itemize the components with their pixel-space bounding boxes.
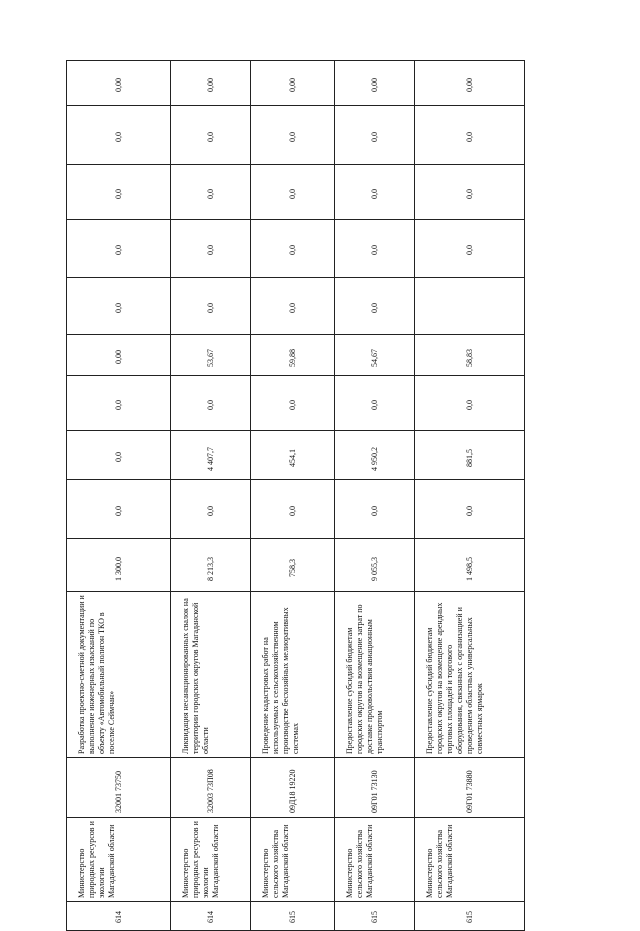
department-code-cell [171, 902, 251, 931]
department-code-text: 615 [288, 911, 297, 923]
value-cell [415, 376, 525, 431]
value-text: 4 950,2 [370, 447, 379, 471]
total-cell [171, 539, 251, 592]
event-description-cell [415, 592, 525, 758]
percent-cell [415, 335, 525, 376]
value-text: 0,0 [370, 303, 379, 313]
total-text: 1 300,0 [114, 557, 123, 581]
value-text: 0,0 [465, 506, 474, 516]
value-cell [335, 165, 415, 220]
value-cell [67, 278, 171, 335]
department-code-text: 614 [206, 911, 215, 923]
table-band-pct [67, 335, 525, 376]
event-description-cell [251, 592, 335, 758]
value-cell [251, 480, 335, 539]
event-description-cell [335, 592, 415, 758]
department-code-text: 615 [465, 911, 474, 923]
value-text: 0,0 [114, 132, 123, 142]
table-band-v2 [67, 431, 525, 480]
value-cell [335, 431, 415, 480]
table-band-v3 [67, 376, 525, 431]
value-cell [415, 165, 525, 220]
value-text: 0,0 [114, 245, 123, 255]
value-cell [415, 220, 525, 278]
table-band-v4 [67, 278, 525, 335]
ministry-text: Министерство сельского хозяйства Магаданской области [261, 824, 290, 898]
value-text: 0,0 [465, 400, 474, 410]
value-text: 0,0 [370, 506, 379, 516]
value-text: 4 407,7 [206, 447, 215, 471]
last-column-cell [415, 61, 525, 106]
last-column-cell [67, 61, 171, 106]
value-cell [67, 220, 171, 278]
budget-table [66, 60, 525, 931]
value-text: 0,0 [288, 506, 297, 516]
last-column-text: 0,00 [465, 78, 474, 92]
table-band-kbk [67, 758, 525, 818]
value-text: 0,0 [114, 452, 123, 462]
value-cell [415, 480, 525, 539]
total-text: 1 498,5 [465, 557, 474, 581]
percent-text: 58,83 [465, 349, 474, 367]
value-text: 0,0 [370, 400, 379, 410]
table-band-v7 [67, 106, 525, 165]
value-text: 0,0 [114, 400, 123, 410]
value-cell [171, 431, 251, 480]
value-cell [415, 278, 525, 335]
value-cell [335, 376, 415, 431]
value-cell [67, 480, 171, 539]
event-description-cell [171, 592, 251, 758]
value-text: 0,0 [288, 245, 297, 255]
value-text: 454,1 [288, 449, 297, 467]
event-description-text: Предоставление субсидий бюджетам городских округов на возмещение арендных торговых площадей и торгового оборудования, связанных с организацией и проведением областных универсальных совместных ярмарок [425, 602, 484, 754]
value-cell [335, 106, 415, 165]
ministry-text: Министерство сельского хозяйства Магаданской области [345, 824, 374, 898]
percent-cell [251, 335, 335, 376]
ministry-cell [171, 818, 251, 902]
value-cell [67, 165, 171, 220]
value-cell [67, 431, 171, 480]
event-description-text: Проведение кадастровых работ на используемых в сельскохозяйственном производстве бесхозяйных мелиоративных системах [261, 607, 300, 754]
value-text: 0,0 [114, 189, 123, 199]
value-text: 0,0 [206, 132, 215, 142]
value-cell [251, 431, 335, 480]
last-column-cell [335, 61, 415, 106]
value-cell [171, 220, 251, 278]
value-cell [335, 278, 415, 335]
value-text: 0,0 [206, 303, 215, 313]
department-code-text: 615 [370, 911, 379, 923]
budget-code-cell [335, 758, 415, 818]
budget-code-text: 32001 73750 [114, 771, 123, 813]
value-cell [171, 376, 251, 431]
table-band-last [67, 61, 525, 106]
department-code-cell [335, 902, 415, 931]
value-cell [335, 480, 415, 539]
percent-text: 59,88 [288, 349, 297, 367]
ministry-cell [335, 818, 415, 902]
total-cell [67, 539, 171, 592]
table-band-v6 [67, 165, 525, 220]
table-band-v5 [67, 220, 525, 278]
value-text: 0,0 [206, 189, 215, 199]
value-cell [171, 278, 251, 335]
budget-code-text: 09Г01 73880 [465, 770, 474, 813]
value-text: 0,0 [206, 506, 215, 516]
table-band-total [67, 539, 525, 592]
value-text: 0,0 [288, 400, 297, 410]
budget-code-cell [415, 758, 525, 818]
department-code-text: 614 [114, 911, 123, 923]
budget-code-cell [171, 758, 251, 818]
value-text: 0,0 [465, 132, 474, 142]
budget-code-cell [67, 758, 171, 818]
value-text: 0,0 [370, 189, 379, 199]
event-description-text: Разработка проектно-сметной документации и выполнение инженерных изысканий по объекту «Автомобильный полигон ТКО в поселке Сеймчан» [77, 595, 116, 754]
department-code-cell [67, 902, 171, 931]
last-column-text: 0,00 [206, 78, 215, 92]
value-cell [251, 106, 335, 165]
last-column-text: 0,00 [288, 78, 297, 92]
table-band-ministry [67, 818, 525, 902]
ministry-cell [415, 818, 525, 902]
budget-code-cell [251, 758, 335, 818]
total-text: 8 213,3 [206, 557, 215, 581]
value-cell [251, 165, 335, 220]
value-cell [171, 480, 251, 539]
event-description-cell [67, 592, 171, 758]
value-cell [415, 106, 525, 165]
value-cell [415, 431, 525, 480]
total-cell [251, 539, 335, 592]
department-code-cell [415, 902, 525, 931]
value-cell [171, 165, 251, 220]
value-text: 0,0 [465, 189, 474, 199]
value-cell [251, 220, 335, 278]
table-band-code [67, 902, 525, 931]
ministry-cell [251, 818, 335, 902]
percent-text: 0,00 [114, 350, 123, 364]
value-text: 0,0 [206, 245, 215, 255]
value-cell [335, 220, 415, 278]
event-description-text: Предоставление субсидий бюджетам городских округов на возмещение затрат по доставке продовольствия авиационным транспортом [345, 604, 384, 754]
total-cell [415, 539, 525, 592]
value-text: 0,0 [465, 245, 474, 255]
last-column-text: 0,00 [114, 78, 123, 92]
value-text: 0,0 [288, 189, 297, 199]
value-text: 0,0 [206, 400, 215, 410]
value-cell [171, 106, 251, 165]
last-column-text: 0,00 [370, 78, 379, 92]
value-cell [67, 106, 171, 165]
total-text: 758,3 [288, 559, 297, 577]
department-code-cell [251, 902, 335, 931]
last-column-cell [251, 61, 335, 106]
value-text: 0,0 [370, 245, 379, 255]
value-text: 0,0 [114, 506, 123, 516]
value-text: 0,0 [288, 303, 297, 313]
percent-text: 53,67 [206, 349, 215, 367]
table-band-v1 [67, 480, 525, 539]
budget-code-text: 32003 73П08 [206, 769, 215, 813]
budget-code-text: 09Д18 19220 [288, 769, 297, 813]
table-band-event [67, 592, 525, 758]
percent-cell [335, 335, 415, 376]
total-cell [335, 539, 415, 592]
value-text: 0,0 [370, 132, 379, 142]
value-cell [67, 376, 171, 431]
value-text: 881,5 [465, 449, 474, 467]
percent-cell [171, 335, 251, 376]
total-text: 9 055,3 [370, 557, 379, 581]
percent-text: 54,67 [370, 349, 379, 367]
ministry-text: Министерство сельского хозяйства Магаданской области [425, 824, 454, 898]
value-cell [251, 278, 335, 335]
ministry-text: Министерство природных ресурсов и экологии Магаданской области [77, 821, 116, 898]
value-cell [251, 376, 335, 431]
percent-cell [67, 335, 171, 376]
ministry-cell [67, 818, 171, 902]
last-column-cell [171, 61, 251, 106]
value-text: 0,0 [114, 303, 123, 313]
ministry-text: Министерство природных ресурсов и экологии Магаданской области [181, 821, 220, 898]
value-text: 0,0 [288, 132, 297, 142]
event-description-text: Ликвидация несанкционированных свалок на территории городских округов Магаданской области [181, 598, 210, 754]
budget-code-text: 09Г01 73130 [370, 770, 379, 813]
